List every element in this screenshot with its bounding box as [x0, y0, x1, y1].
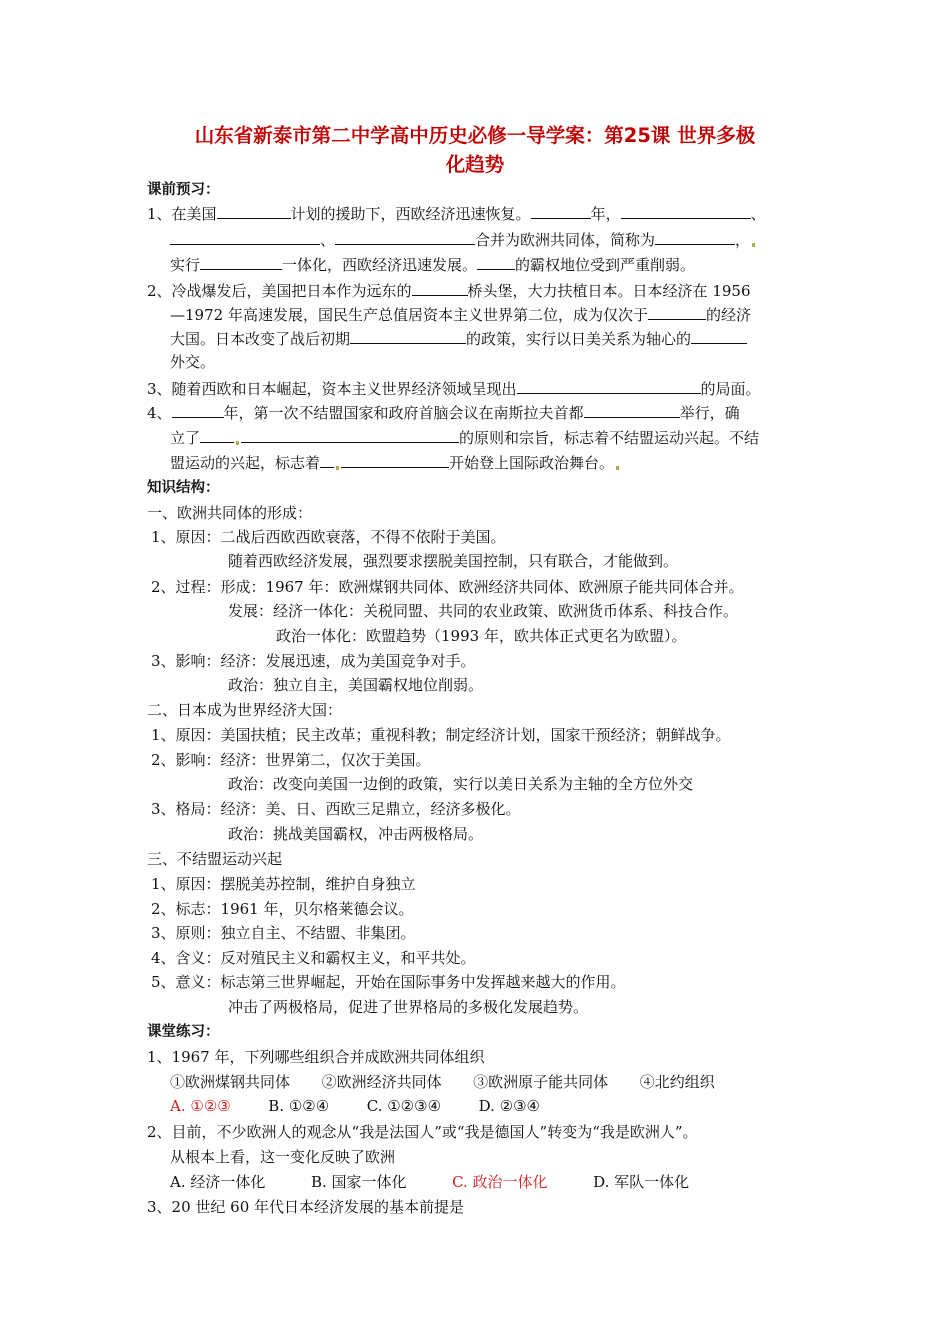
structure-3-5a: 5、意义：标志第三世界崛起，开始在国际事务中发挥越来越大的作用。	[151, 973, 626, 991]
structure-3-3: 3、原则：独立自主、不结盟、非集团。	[151, 924, 416, 942]
q1-item: ②欧洲经济共同体	[321, 1073, 442, 1091]
blank[interactable]	[350, 328, 466, 344]
structure-1-1a: 1、原因：二战后西欧西欧衰落，不得不依附于美国。	[151, 528, 506, 546]
structure-1-2b: 发展：经济一体化：关税同盟、共同的农业政策、欧洲货币体系、科技合作。	[228, 602, 739, 620]
structure-1-3a: 3、影响：经济：发展迅速，成为美国竞争对手。	[151, 652, 476, 670]
blank[interactable]	[621, 203, 751, 219]
structure-2-1: 1、原因：美国扶植；民主改革；重视科教；制定经济计划，国家干预经济；朝鲜战争。	[151, 726, 731, 744]
scan-mark	[752, 243, 755, 247]
blank[interactable]	[691, 328, 747, 344]
blank[interactable]	[584, 402, 680, 418]
preview-q1-line2: 、 合并为欧洲共同体，简称为 ，	[170, 229, 757, 250]
structure-section-2: 二、日本成为世界经济大国：	[147, 701, 343, 719]
preview-q2-line4: 外交。	[170, 353, 216, 371]
structure-2-2a: 2、影响：经济：世界第二，仅次于美国。	[151, 751, 431, 769]
structure-1-2a: 2、过程：形成：1967 年：欧洲煤钢共同体、欧洲经济共同体、欧洲原子能共同体合并。	[151, 578, 744, 596]
blank[interactable]	[655, 229, 735, 245]
preview-q2-line3: 大国。日本改变了战后初期 的政策，实行以日美关系为轴心的	[170, 328, 747, 349]
scan-mark	[616, 466, 619, 470]
q1-option-c[interactable]: C. ①②③④	[366, 1097, 442, 1115]
blank[interactable]	[200, 427, 234, 443]
q1-item: ①欧洲煤钢共同体	[170, 1073, 291, 1091]
section-heading-structure: 知识结构：	[147, 480, 220, 496]
preview-q2-line2: —1972 年高速发展，国民生产总值居资本主义世界第二位，成为仅次于 的经济	[170, 306, 751, 324]
structure-3-4: 4、含义：反对殖民主义和霸权主义，和平共处。	[151, 949, 476, 967]
document-title-line2: 化趋势	[445, 153, 505, 176]
q2-option-c-answer[interactable]: C. 政治一体化	[452, 1173, 548, 1191]
blank[interactable]	[170, 229, 320, 245]
blank[interactable]	[412, 280, 468, 296]
practice-q2-line2: 从根本上看，这一变化反映了欧洲	[170, 1148, 396, 1166]
q2-option-b[interactable]: B. 国家一体化	[310, 1173, 407, 1191]
q1-item: ③欧洲原子能共同体	[473, 1073, 609, 1091]
structure-1-3b: 政治：独立自主，美国霸权地位削弱。	[228, 676, 484, 694]
structure-3-2: 2、标志：1961 年，贝尔格莱德会议。	[151, 900, 414, 918]
blank[interactable]	[320, 452, 334, 468]
blank[interactable]	[517, 378, 701, 394]
preview-q2-line1: 2、冷战爆发后，美国把日本作为远东的 桥头堡，大力扶植日本。日本经济在 1956	[147, 282, 751, 300]
scan-mark	[236, 441, 239, 445]
practice-q2-options	[170, 1172, 689, 1192]
structure-1-2c: 政治一体化：欧盟趋势（1993 年，欧共体正式更名为欧盟）。	[276, 627, 687, 645]
structure-2-3a: 3、格局：经济：美、日、西欧三足鼎立，经济多极化。	[151, 800, 521, 818]
structure-2-3b: 政治：挑战美国霸权，冲击两极格局。	[228, 825, 484, 843]
practice-q1-items	[170, 1072, 715, 1092]
q2-option-a[interactable]: A. 经济一体化	[170, 1173, 266, 1191]
preview-q4-line1: 4、 年，第一次不结盟国家和政府首脑会议在南斯拉夫首都 举行，确	[147, 404, 740, 422]
preview-q1-line3: 实行 一体化，西欧经济迅速发展。 的霸权地位受到严重削弱。	[170, 256, 696, 274]
q1-option-b[interactable]: B. ①②④	[268, 1097, 330, 1115]
structure-1-1b: 随着西欧经济发展，强烈要求摆脱美国控制，只有联合，才能做到。	[228, 552, 679, 570]
structure-section-1: 一、欧洲共同体的形成：	[147, 504, 313, 522]
preview-q4-line3: 盟运动的兴起，标志着 开始登上国际政治舞台。	[170, 452, 621, 473]
blank[interactable]	[172, 402, 224, 418]
blank[interactable]	[241, 427, 459, 443]
blank[interactable]	[531, 203, 591, 219]
blank[interactable]	[335, 229, 475, 245]
blank[interactable]	[200, 254, 282, 270]
preview-q4-line2: 立了 的原则和宗旨，标志着不结盟运动兴起。不结	[170, 429, 760, 447]
q1-item: ④北约组织	[639, 1073, 715, 1091]
practice-q1-options	[170, 1096, 540, 1116]
blank[interactable]	[217, 203, 291, 219]
structure-3-1: 1、原因：摆脱美苏控制，维护自身独立	[151, 875, 416, 893]
q2-option-d[interactable]: D. 军队一体化	[593, 1173, 690, 1191]
blank[interactable]	[341, 452, 449, 468]
structure-3-5b: 冲击了两极格局，促进了世界格局的多极化发展趋势。	[228, 998, 589, 1016]
practice-q2-line1: 2、目前，不少欧洲人的观念从“我是法国人”或“我是德国人”转变为“我是欧洲人”。	[147, 1123, 698, 1141]
preview-q3: 3、随着西欧和日本崛起，资本主义世界经济领域呈现出 的局面。	[147, 380, 761, 398]
q1-option-d[interactable]: D. ②③④	[478, 1097, 540, 1115]
practice-q3: 3、20 世纪 60 年代日本经济发展的基本前提是	[147, 1198, 465, 1216]
document-title-line1: 山东省新泰市第二中学高中历史必修一导学案：第25课 世界多极	[194, 124, 756, 147]
blank[interactable]	[477, 254, 515, 270]
practice-q1: 1、1967 年，下列哪些组织合并成欧洲共同体组织	[147, 1048, 485, 1066]
structure-section-3: 三、不结盟运动兴起	[147, 850, 283, 868]
section-heading-practice: 课堂练习：	[147, 1024, 220, 1040]
preview-q1-line1: 1、在美国 计划的援助下，西欧经济迅速恢复。 年， 、	[147, 205, 766, 223]
blank[interactable]	[648, 304, 706, 320]
structure-2-2b: 政治：改变向美国一边倒的政策，实行以美日关系为主轴的全方位外交	[228, 775, 694, 793]
section-heading-preview: 课前预习：	[147, 182, 220, 198]
scan-mark	[336, 466, 339, 470]
q1-option-a-answer[interactable]: A. ①②③	[170, 1097, 231, 1115]
